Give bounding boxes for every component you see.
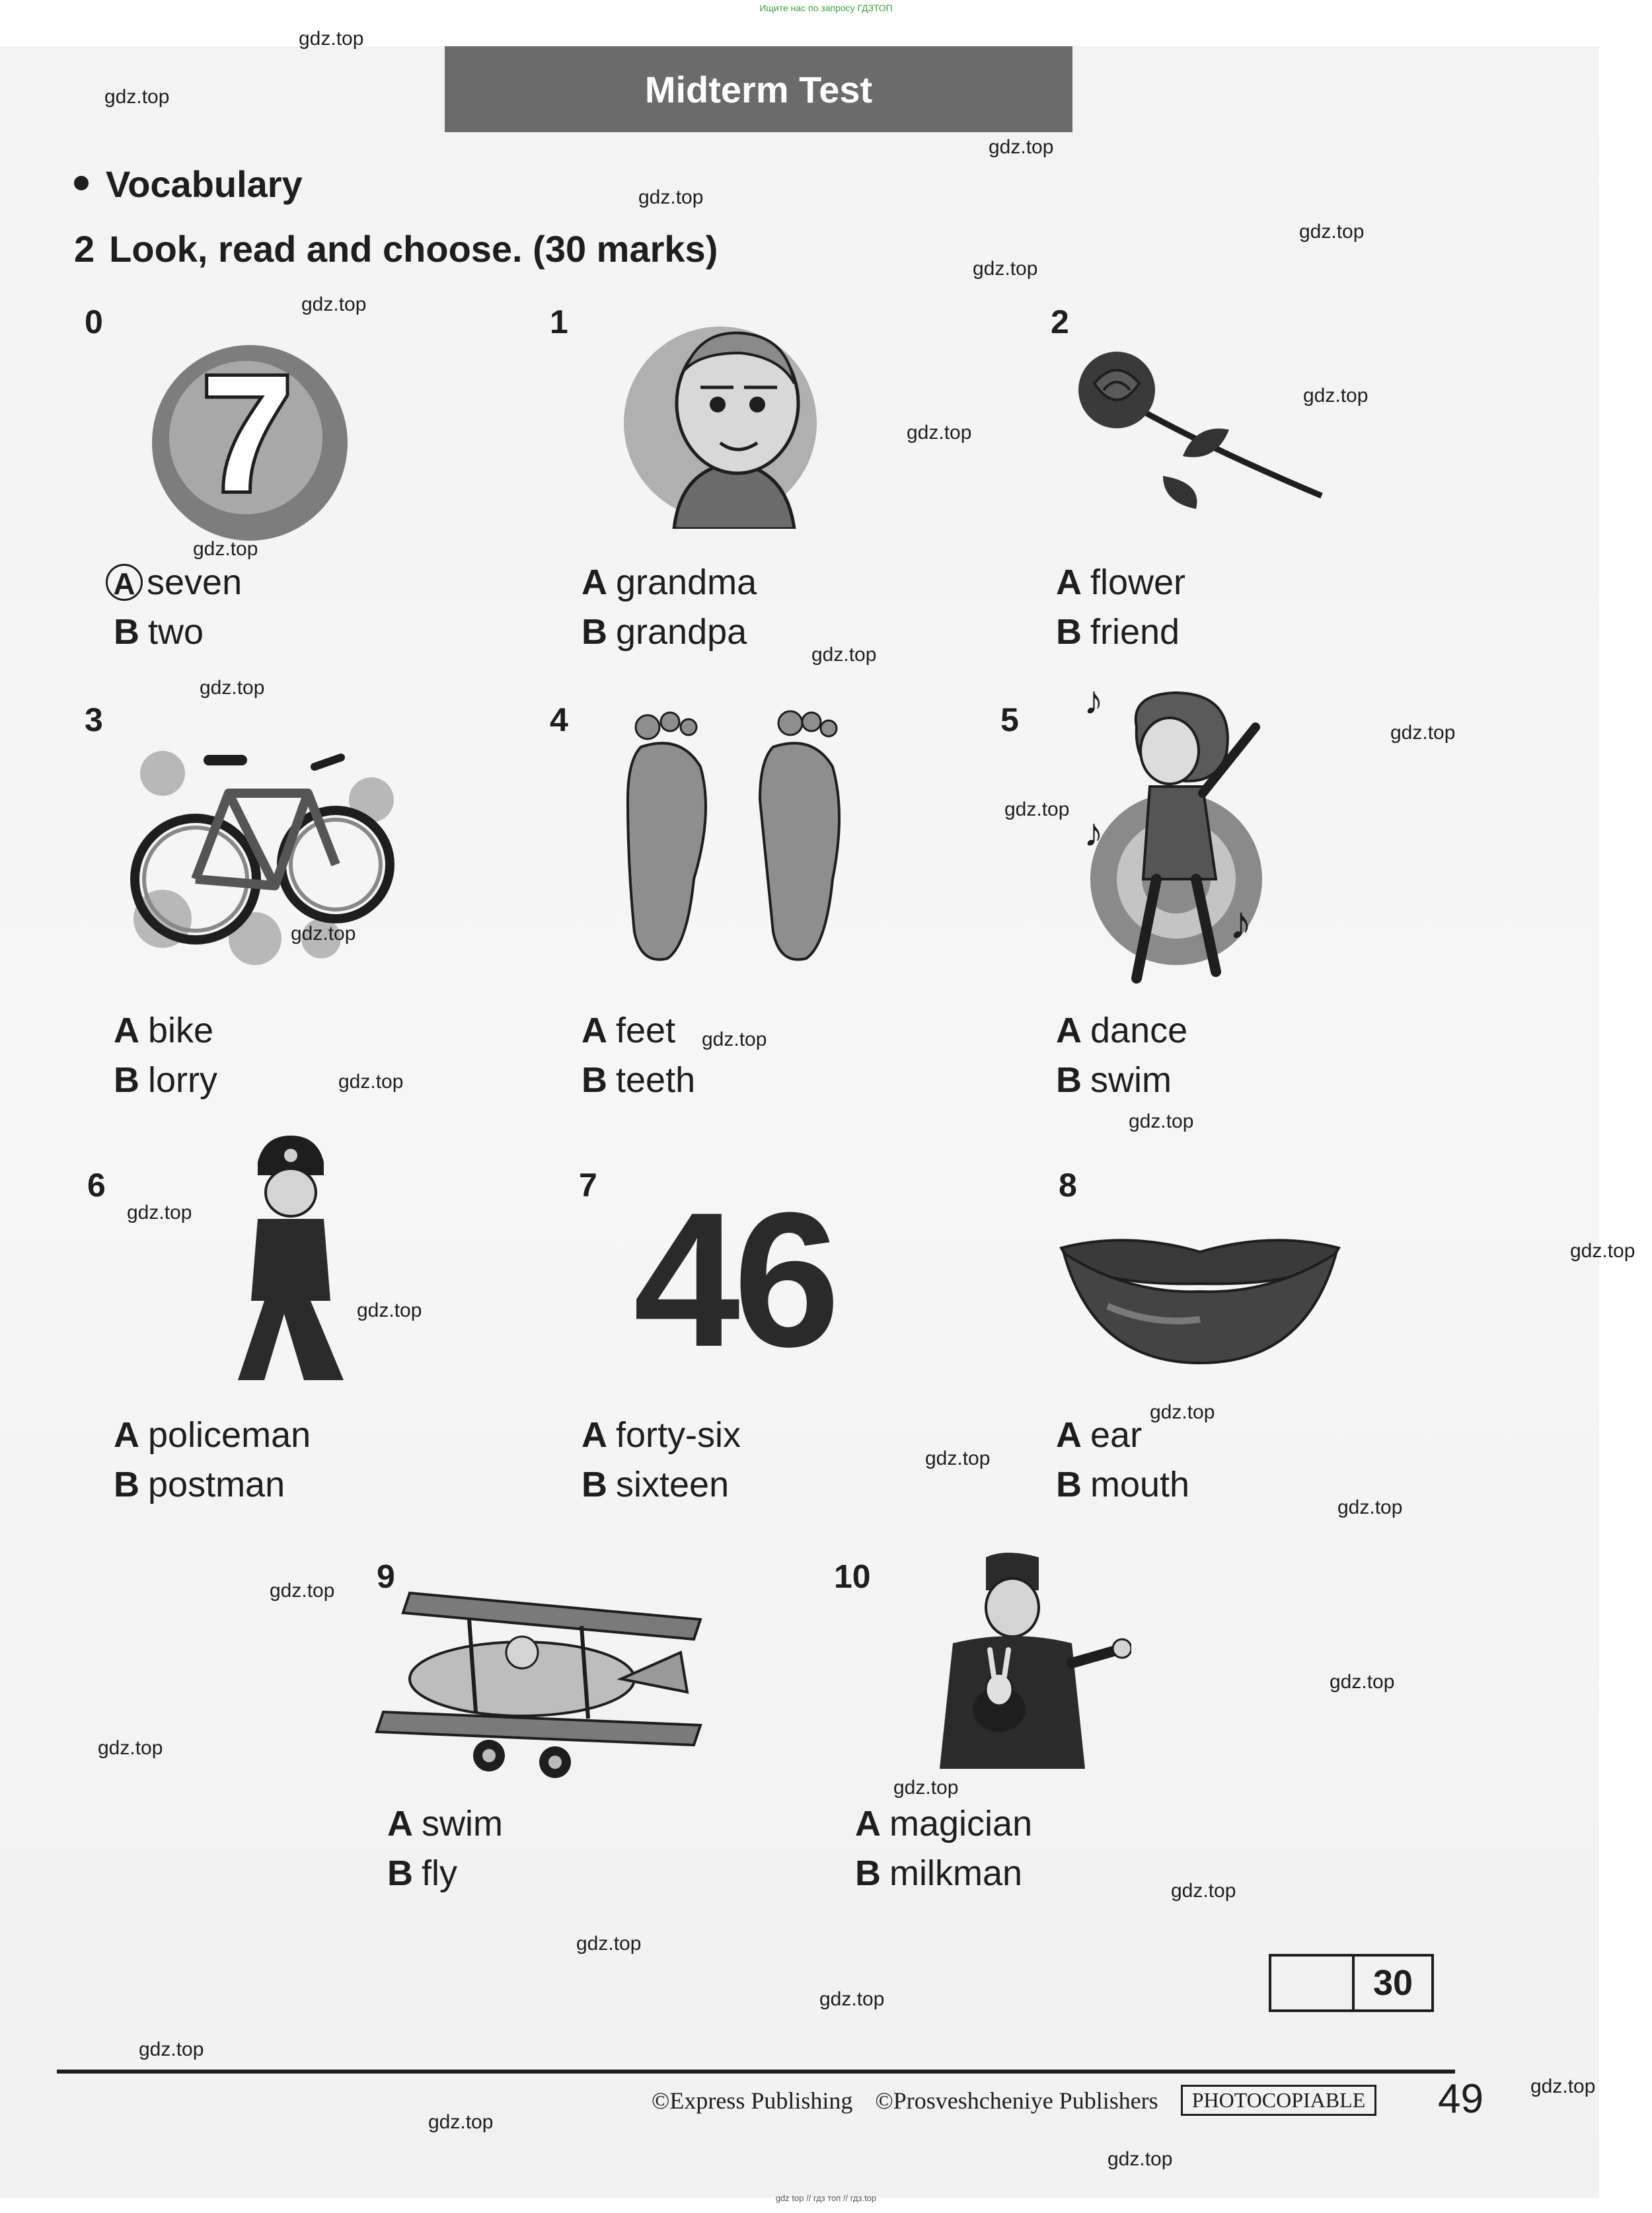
item-6-option-b[interactable]: B postman: [114, 1465, 285, 1504]
item-7-option-a[interactable]: A forty-six: [582, 1415, 741, 1455]
watermark: gdz.top: [301, 293, 367, 315]
feet-icon: [601, 707, 872, 972]
watermark: gdz.top: [1337, 1496, 1403, 1518]
watermark: gdz.top: [299, 28, 364, 50]
watermark: gdz.top: [702, 1029, 767, 1050]
watermark: gdz.top: [925, 1448, 991, 1469]
score-blank: [1271, 1957, 1355, 2009]
watermark: gdz.top: [338, 1071, 404, 1093]
number-46-text: 46: [633, 1196, 834, 1355]
photocopiable-badge: PHOTOCOPIABLE: [1181, 2085, 1377, 2116]
watermark: gdz.top: [1390, 722, 1456, 744]
watermark: gdz.top: [576, 1933, 642, 1955]
item-number-4: 4: [550, 701, 568, 738]
item-4-option-b[interactable]: B teeth: [582, 1060, 696, 1100]
item-10-option-b[interactable]: B milkman: [855, 1853, 1023, 1893]
watermark: gdz.top: [907, 422, 972, 444]
watermark: gdz.top: [1330, 1671, 1395, 1693]
watermark: gdz.top: [1171, 1880, 1236, 1902]
magician-icon: [907, 1551, 1131, 1775]
biplane-icon: [370, 1580, 727, 1785]
item-number-3: 3: [85, 701, 103, 738]
watermark: gdz.top: [127, 1202, 192, 1223]
footer: [652, 2085, 1376, 2116]
item-2-option-a[interactable]: A flower: [1056, 563, 1186, 602]
item-9-option-b[interactable]: B fly: [387, 1853, 457, 1893]
score-box: [1269, 1954, 1434, 2012]
item-4-option-a[interactable]: A feet: [582, 1011, 676, 1050]
seven-digit: 7: [201, 344, 293, 525]
item-5-option-b[interactable]: B swim: [1056, 1060, 1172, 1100]
item-3-option-b[interactable]: B lorry: [114, 1060, 217, 1100]
item-3-option-a[interactable]: A bike: [114, 1011, 214, 1050]
watermark: gdz.top: [139, 2038, 204, 2060]
item-8-option-b[interactable]: B mouth: [1056, 1465, 1190, 1504]
watermark: gdz.top: [1108, 2148, 1173, 2170]
item-5-option-a[interactable]: A dance: [1056, 1011, 1188, 1050]
page-number: 49: [1438, 2076, 1483, 2122]
watermark: gdz.top: [973, 258, 1038, 280]
watermark: gdz.top: [1129, 1110, 1194, 1132]
item-0-option-b[interactable]: B two: [114, 612, 204, 652]
watermark: gdz.top: [1299, 221, 1365, 243]
dancing-girl-icon: [1070, 687, 1282, 998]
item-number-6: 6: [87, 1167, 106, 1204]
policeman-icon: [218, 1136, 363, 1393]
item-7-option-b[interactable]: B sixteen: [582, 1465, 730, 1504]
item-number-5: 5: [1000, 701, 1019, 738]
watermark: gdz.top: [193, 538, 258, 560]
circled-answer-a: A: [106, 564, 143, 601]
watermark: gdz.top: [989, 136, 1054, 158]
number-46-icon: [595, 1196, 872, 1355]
watermark: gdz.top: [98, 1737, 163, 1759]
watermark: gdz.top: [819, 1988, 885, 2010]
item-1-option-b[interactable]: B grandpa: [582, 612, 747, 652]
item-number-0: 0: [85, 303, 103, 340]
watermark: gdz.top: [270, 1580, 335, 1602]
svg-text:♪: ♪: [1084, 810, 1104, 855]
publisher-prosveshcheniye: ©Prosveshcheniye Publishers: [875, 2087, 1158, 2114]
watermark: gdz.top: [428, 2111, 494, 2133]
watermark: gdz.top: [357, 1300, 422, 1321]
rose-icon: [1064, 344, 1328, 516]
watermark: gdz.top: [1004, 798, 1070, 820]
exercise-number: 2: [74, 228, 95, 270]
item-number-7: 7: [579, 1167, 597, 1204]
score-total: 30: [1372, 1963, 1413, 2003]
number-seven-icon: [147, 344, 353, 542]
item-1-option-a[interactable]: A grandma: [582, 563, 757, 602]
bicycle-icon: [123, 720, 400, 972]
svg-text:♪: ♪: [1084, 687, 1104, 722]
item-9-option-a[interactable]: A swim: [387, 1804, 503, 1844]
item-8-option-a[interactable]: A ear: [1056, 1415, 1143, 1455]
watermark: gdz.top: [893, 1777, 959, 1799]
page-title: Midterm Test: [644, 68, 873, 110]
watermark: gdz.top: [638, 186, 704, 208]
item-2-option-b[interactable]: B friend: [1056, 612, 1180, 652]
watermark: gdz.top: [200, 677, 265, 699]
watermark: gdz.top: [1570, 1240, 1635, 1262]
item-6-option-a[interactable]: A policeman: [114, 1415, 311, 1455]
bottom-note: gdz top // гдз топ // гдз.top: [775, 2193, 877, 2203]
exercise-instruction: [74, 227, 718, 270]
watermark: gdz.top: [1530, 2076, 1596, 2097]
watermark: gdz.top: [811, 644, 877, 666]
title-banner: [445, 46, 1072, 132]
publisher-express: ©Express Publishing: [652, 2087, 853, 2114]
section-heading: [74, 163, 303, 206]
watermark: gdz.top: [1303, 385, 1369, 407]
old-man-icon: [621, 324, 846, 529]
footer-divider: [57, 2070, 1455, 2074]
watermark: gdz.top: [1150, 1401, 1215, 1423]
item-10-option-a[interactable]: A magician: [855, 1804, 1033, 1844]
watermark: gdz.top: [104, 86, 170, 108]
top-note: Ищите нас по запросу ГДЗТОП: [759, 3, 893, 13]
item-number-9: 9: [377, 1558, 395, 1595]
watermark: gdz.top: [291, 923, 356, 945]
item-number-8: 8: [1059, 1167, 1077, 1204]
svg-text:♪: ♪: [1229, 897, 1252, 949]
section-label: Vocabulary: [106, 163, 303, 205]
item-0-option-a[interactable]: A seven: [106, 562, 242, 603]
item-number-10: 10: [834, 1558, 871, 1595]
item-number-2: 2: [1051, 303, 1069, 340]
item-number-1: 1: [550, 303, 568, 340]
lips-icon: [1055, 1233, 1345, 1366]
exercise-text: Look, read and choose. (30 marks): [109, 228, 718, 270]
bullet-icon: [74, 176, 89, 190]
